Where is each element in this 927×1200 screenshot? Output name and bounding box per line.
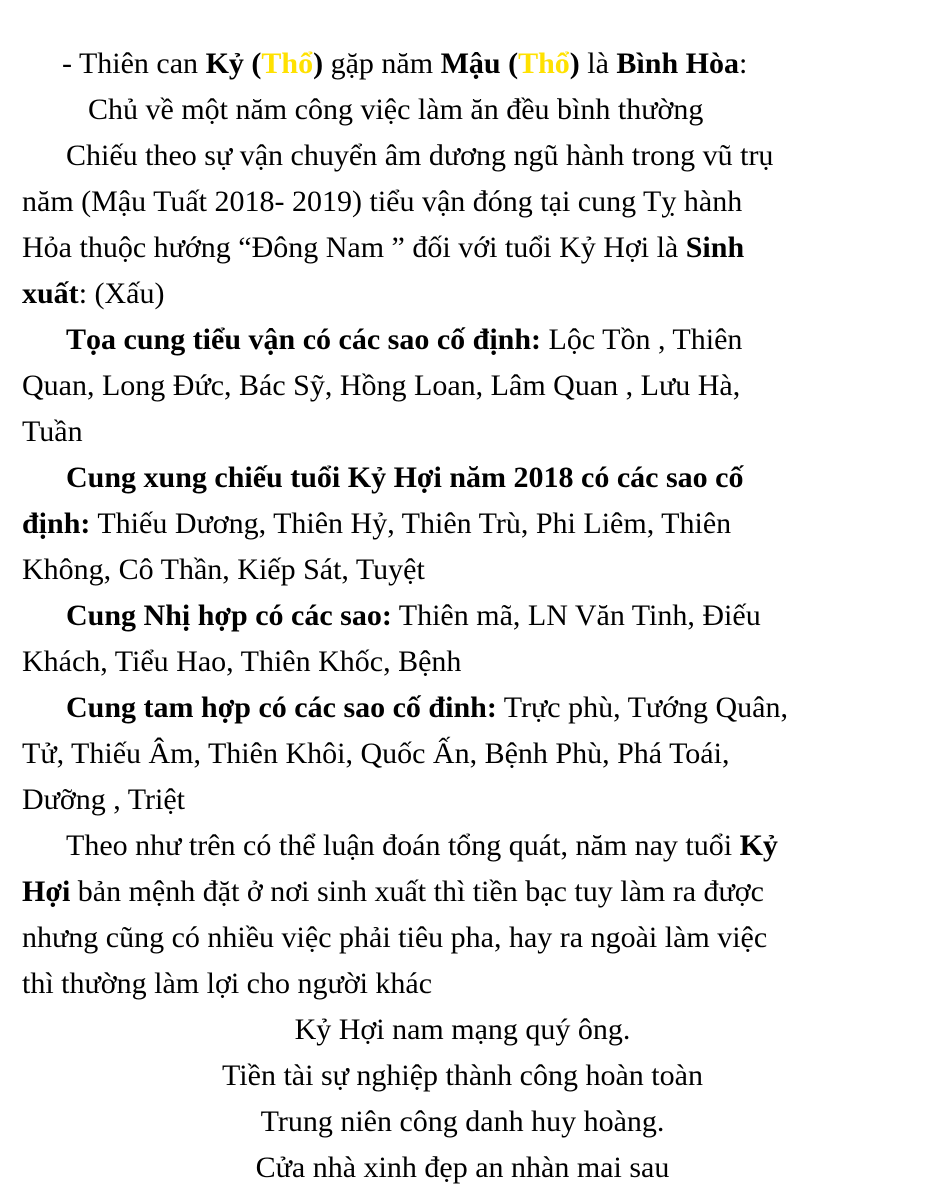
bold-span: Sinh [685,231,745,264]
line-5 [22,225,903,271]
bold-span: Kỷ ( [205,47,262,80]
line-13 [22,593,903,639]
bold-span: Bình Hòa [616,47,739,80]
line-6 [22,271,903,317]
poem-line-1: Kỷ Hợi nam mạng quý ông. [294,1013,631,1046]
highlight-span: Thổ [261,47,314,80]
text-span: bản mệnh đặt ở nơi sinh xuất thì tiền bạc tuy làm ra được [70,875,764,908]
poem-line-3: Trung niên công danh huy hoàng. [260,1105,665,1138]
line-19 [22,869,903,915]
line-3: Chiếu theo sự vận chuyển âm dương ngũ hành trong vũ trụ [66,139,774,172]
line-7 [22,317,903,363]
line-20: nhưng cũng có nhiều việc phải tiêu pha, hay ra ngoài làm việc [22,921,768,954]
highlight-span: Thổ [518,47,570,80]
bold-span: Cung Nhị hợp có các sao: [66,599,392,632]
line-21: thì thường làm lợi cho người khác [22,967,433,1000]
bold-span: Cung xung chiếu tuổi Kỷ Hợi năm 2018 có các sao cố [66,461,744,494]
text-span: gặp năm [323,47,441,80]
text-span: Hỏa thuộc hướng “Đông Nam ” đối với tuổi Kỷ Hợi là [22,231,686,264]
text-span: Theo như trên có thể luận đoán tổng quát, năm nay tuổi [66,829,740,862]
text-span: : (Xấu) [78,277,165,310]
line-16: Tử, Thiếu Âm, Thiên Khôi, Quốc Ấn, Bệnh Phù, Phá Toái, [22,737,730,770]
bold-span: định: [22,507,91,540]
bold-span: xuất [22,277,79,310]
line-18 [22,823,903,869]
line-11 [22,501,903,547]
bold-span: Mậu ( [440,47,519,80]
line-12: Không, Cô Thần, Kiếp Sát, Tuyệt [22,553,425,586]
line-10 [22,455,903,501]
line-9: Tuần [22,415,83,448]
bold-span: Cung tam hợp có các sao cố đinh: [66,691,497,724]
bold-span: ) [313,47,324,80]
text-span: Thiếu Dương, Thiên Hỷ, Thiên Trù, Phi Liêm, Thiên [90,507,732,540]
bold-span: ) [569,47,580,80]
text-span: Thiên mã, LN Văn Tinh, Điếu [391,599,761,632]
text-span: - Thiên can [62,47,206,80]
text-span: Lộc Tồn , Thiên [541,323,743,356]
line-2: Chủ về một năm công việc làm ăn đều bình thường [88,93,704,126]
line-17: Dưỡng , Triệt [22,783,185,816]
line-14: Khách, Tiểu Hao, Thiên Khốc, Bệnh [22,645,462,678]
bold-span: Hợi [22,875,71,908]
bold-span: Tọa cung tiểu vận có các sao cố định: [66,323,542,356]
poem-line-4: Cửa nhà xinh đẹp an nhàn mai sau [255,1151,670,1184]
text-span: là [579,47,617,80]
line-4: năm (Mậu Tuất 2018- 2019) tiểu vận đóng tại cung Tỵ hành [22,185,743,218]
text-span: Trực phù, Tướng Quân, [496,691,788,724]
poem-line-2: Tiền tài sự nghiệp thành công hoàn toàn [222,1059,703,1092]
bold-span: Kỷ [739,829,778,862]
line-8: Quan, Long Đức, Bác Sỹ, Hồng Loan, Lâm Quan , Lưu Hà, [22,369,741,402]
text-span: : [738,47,748,80]
line-15 [22,685,903,731]
line-1 [22,41,903,87]
